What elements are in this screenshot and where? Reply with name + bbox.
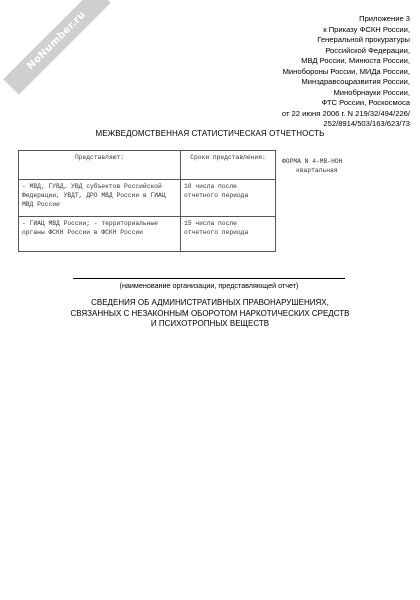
appendix-block xyxy=(282,14,410,130)
form-code: ФОРМА N 4-МВ-НОН xyxy=(282,157,343,165)
appendix-line: Минобрнауки России, xyxy=(333,87,410,97)
appendix-line: Генеральной прокуратуры xyxy=(317,35,410,44)
appendix-line: от 22 июня 2006 г. N 219/32/494/226/ xyxy=(281,108,410,118)
title-line: И ПСИХОТРОПНЫХ ВЕЩЕСТВ xyxy=(150,319,270,328)
title-line: СВЕДЕНИЯ ОБ АДМИНИСТРАТИВНЫХ ПРАВОНАРУШЕНИЯХ, xyxy=(91,298,329,307)
header-cell-submitters: Представляют: xyxy=(19,151,181,180)
watermark: NoNumber.ru xyxy=(3,0,110,95)
appendix-line: Приложение 3 xyxy=(359,14,410,23)
submitter-cell: - МВД, ГУВД, УВД субъектов Российской Федерации, УВДТ, ДРО МВД России в ГИАЦ МВД России xyxy=(19,180,181,217)
form-period: квартальная xyxy=(296,166,338,174)
report-heading: МЕЖВЕДОМСТВЕННАЯ СТАТИСТИЧЕСКАЯ ОТЧЕТНОСТЬ xyxy=(95,129,325,138)
deadline-cell: 15 числа после отчетного периода xyxy=(181,217,276,252)
title-line: СВЯЗАННЫХ С НЕЗАКОННЫМ ОБОРОТОМ НАРКОТИЧЕСКИХ СРЕДСТВ xyxy=(70,308,350,318)
appendix-line: ФТС России, Роскосмоса xyxy=(321,98,410,107)
table-header-row xyxy=(19,151,376,180)
appendix-line: 252/8914/503/163/623/73 xyxy=(323,119,410,128)
appendix-line: МВД России, Минюста России, xyxy=(301,56,410,65)
submitter-cell: - ГИАЦ МВД России; - территориальные органы ФСКН России в ФСКН России xyxy=(19,217,181,252)
appendix-line: Минздравсоцразвития России, xyxy=(301,77,410,86)
form-code-cell xyxy=(276,151,376,252)
appendix-line: к Приказу ФСКН России, xyxy=(323,24,410,34)
appendix-line: Российской Федерации, xyxy=(325,45,410,55)
header-cell-deadlines: Сроки представления: xyxy=(181,151,276,180)
document-title xyxy=(0,298,420,330)
organization-name-line xyxy=(73,278,345,279)
submission-table xyxy=(18,150,375,252)
deadline-cell: 10 числа после отчетного периода xyxy=(181,180,276,217)
appendix-line: Минобороны России, МИДа России, xyxy=(282,66,410,76)
organization-caption: (наименование организации, представляющей отчет) xyxy=(119,281,299,290)
